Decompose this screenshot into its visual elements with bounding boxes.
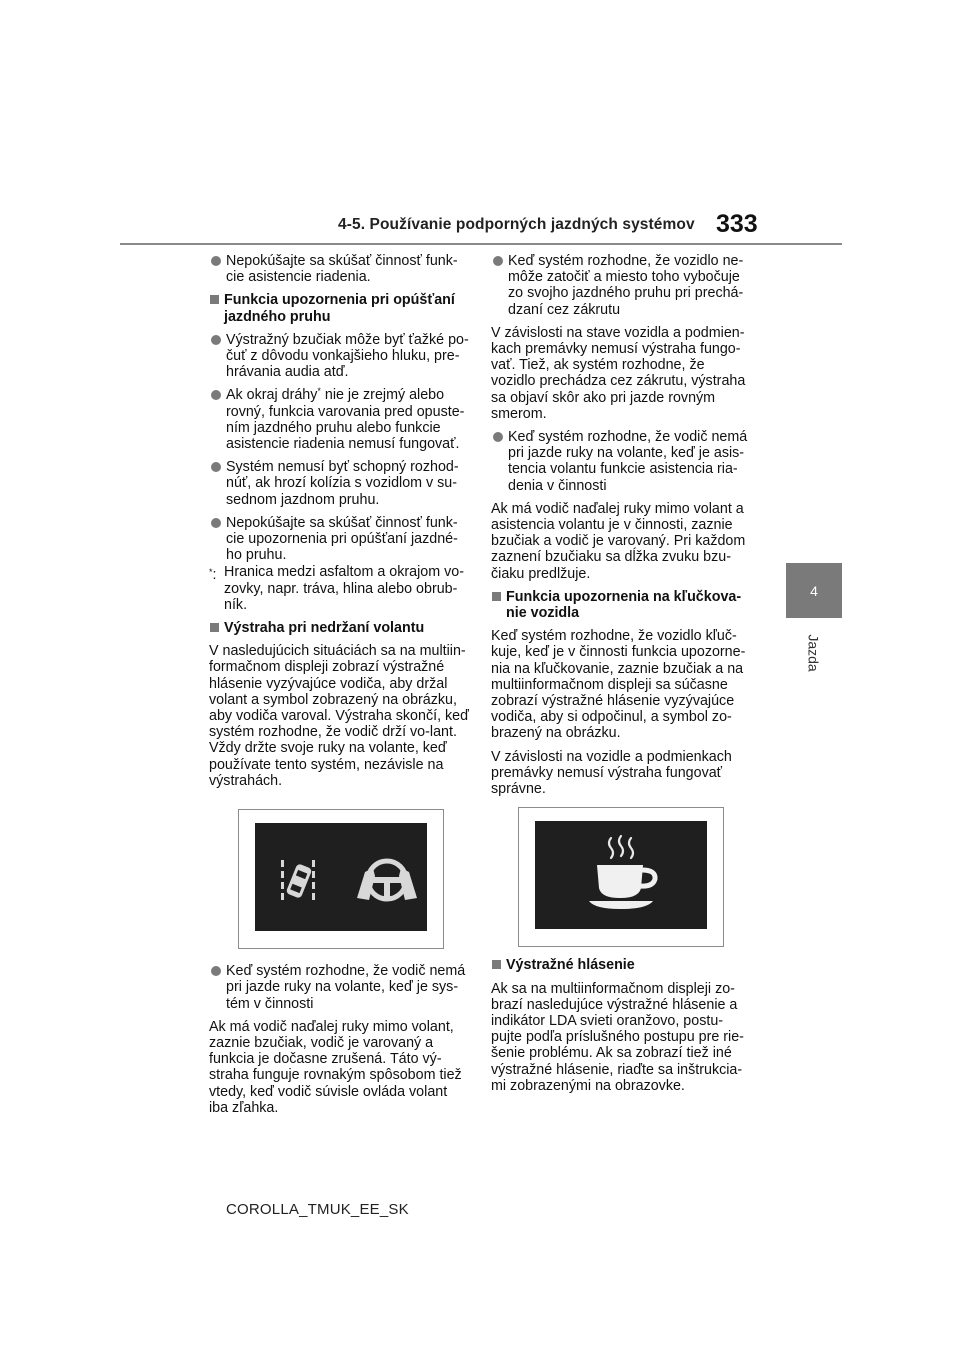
paragraph: Ak má vodič naďalej ruky mimo volant a asistencia volantu je v činnosti, zaznie bzučiak a vodič je varovaný. Pri každom zaznení bzučiaku sa dĺžka zvuku bzu-čiaku predlžuje. [491, 500, 746, 582]
footnote-marker: * [317, 386, 321, 397]
cup-handle [640, 870, 655, 886]
paragraph: V závislosti na vozidle a podmienkach premávky nemusí výstraha fungovať správne. [491, 748, 732, 798]
bullet-item: Systém nemusí byť schopný rozhod-núť, ak hrozí kolízia s vozidlom v su-sednom jazdnom pruhu. [209, 459, 469, 508]
coffee-cup-icon [519, 808, 723, 946]
bullet-text: nie je zrejmý alebo rovný, funkcia varovania pred opuste-ním jazdného pruhu alebo funkcie asistencie riadenia nemusí fungovať. [226, 387, 465, 453]
steam-icon [609, 836, 633, 858]
section-heading: Funkcia upozornenia na kľučkova-nie vozidla [491, 589, 753, 621]
bullet-item: Keď systém rozhodne, že vodič nemá pri jazde ruky na volante, keď je sys-tém v činnosti [209, 963, 469, 1012]
paragraph: V závislosti na stave vozidla a podmien-kach premávky nemusí výstraha fungo-vať. Tiež, ak systém rozhodne, že vozidlo prechádza cez zákrutu, výstraha sa objaví skôr ako pri jazde rovným smerom. [491, 324, 746, 422]
bullet-item: Keď systém rozhodne, že vodič nemá pri jazde ruky na volante, keď je asis-tencia volantu funkcie asistencia ria-denia v činnosti [491, 429, 753, 494]
section-heading: Výstražné hlásenie [491, 957, 753, 973]
hands-off-icon [239, 810, 443, 948]
bullet-text: Ak okraj dráhy [226, 387, 318, 404]
bullet-item: Nepokúšajte sa skúšať činnosť funk-cie upozornenia pri opúšťaní jazdné-ho pruhu. [209, 515, 469, 564]
right-column [491, 253, 753, 1101]
paragraph: V nasledujúcich situáciách sa na multiin-formačnom displeji zobrazí výstražné hlásenie vyzývajúce vodiča, aby držal volant a symbol zobrazený na obrázku, aby vodiča varoval. Výstraha skončí, keď systém rozhodne, že vodič drží vo-lant. Vždy držte svoje ruky na volante, keď používate tento systém, nezávisle na výstrahách. [209, 643, 469, 789]
chapter-label-text: Jazda [805, 634, 822, 672]
section-heading: Výstraha pri nedržaní volantu [209, 620, 469, 636]
footnote-asterisk: * [209, 567, 213, 578]
bullet-item: Nepokúšajte sa skúšať činnosť funk-cie asistencie riadenia. [209, 253, 469, 285]
paragraph: Ak má vodič naďalej ruky mimo volant, zaznie bzučiak, vodič je varovaný a funkcia je dočasne zrušená. Táto vý-straha funguje rovnakým spôsobom tiež vtedy, keď vodič súvisle ovláda volant iba zľahka. [209, 1018, 462, 1116]
steering-wheel-icon [357, 861, 417, 900]
document-code: COROLLA_TMUK_EE_SK [226, 1201, 409, 1218]
bullet-item [209, 387, 469, 452]
footnote [209, 564, 469, 613]
left-column [209, 253, 469, 1123]
page-number: 333 [716, 210, 758, 238]
bullet-item: Keď systém rozhodne, že vozidlo ne-môže zatočiť a miesto toho vybočuje zo svojho jazdného pruhu pri prechá-dzaní cez zákrutu [491, 253, 753, 318]
bullet-item: Výstražný bzučiak môže byť ťažké po-čuť z dôvodu vonkajšieho hluku, pre-hrávania audia atď. [209, 332, 469, 381]
lane-departure-icon [281, 860, 315, 900]
paragraph: Keď systém rozhodne, že vozidlo kľuč-kuje, keď je v činnosti funkcia upozorne-nia na kľučkovanie, zaznie bzučiak a na multiinformačnom displeji sa súčasne zobrazí výstražné hlásenie vyzývajúce vodiča, aby si odpočinul, a symbol zo-brazený na obrázku. [491, 628, 746, 742]
section-title: 4-5. Používanie podporných jazdných systémov [338, 216, 695, 233]
paragraph: Ak sa na multiinformačnom displeji zo-brazí nasledujúce výstražné hlásenie a indikátor LDA svieti oranžovo, postu-pujte podľa príslušného postupu pre rie-šenie problému. Ak sa zobrazí tiež iné výstražné hlásenie, riaďte sa inštrukcia-mi zobrazenými na obrazovke. [491, 980, 744, 1094]
header-divider [120, 243, 842, 245]
chapter-label [786, 628, 842, 678]
section-heading: Funkcia upozornenia pri opúšťaní jazdného pruhu [209, 292, 469, 324]
chapter-tab[interactable] [786, 563, 842, 618]
footnote-mark [209, 564, 217, 583]
footnote-colon: : [212, 567, 217, 584]
footnote-text: Hranica medzi asfaltom a okrajom vo-zovky, napr. tráva, hlina alebo obrub-ník. [224, 564, 464, 613]
chapter-number: 4 [810, 582, 818, 599]
cup-body [597, 865, 643, 898]
hands-off-warning-figure [238, 809, 444, 949]
sway-warning-figure [518, 807, 724, 947]
saucer [589, 901, 653, 909]
